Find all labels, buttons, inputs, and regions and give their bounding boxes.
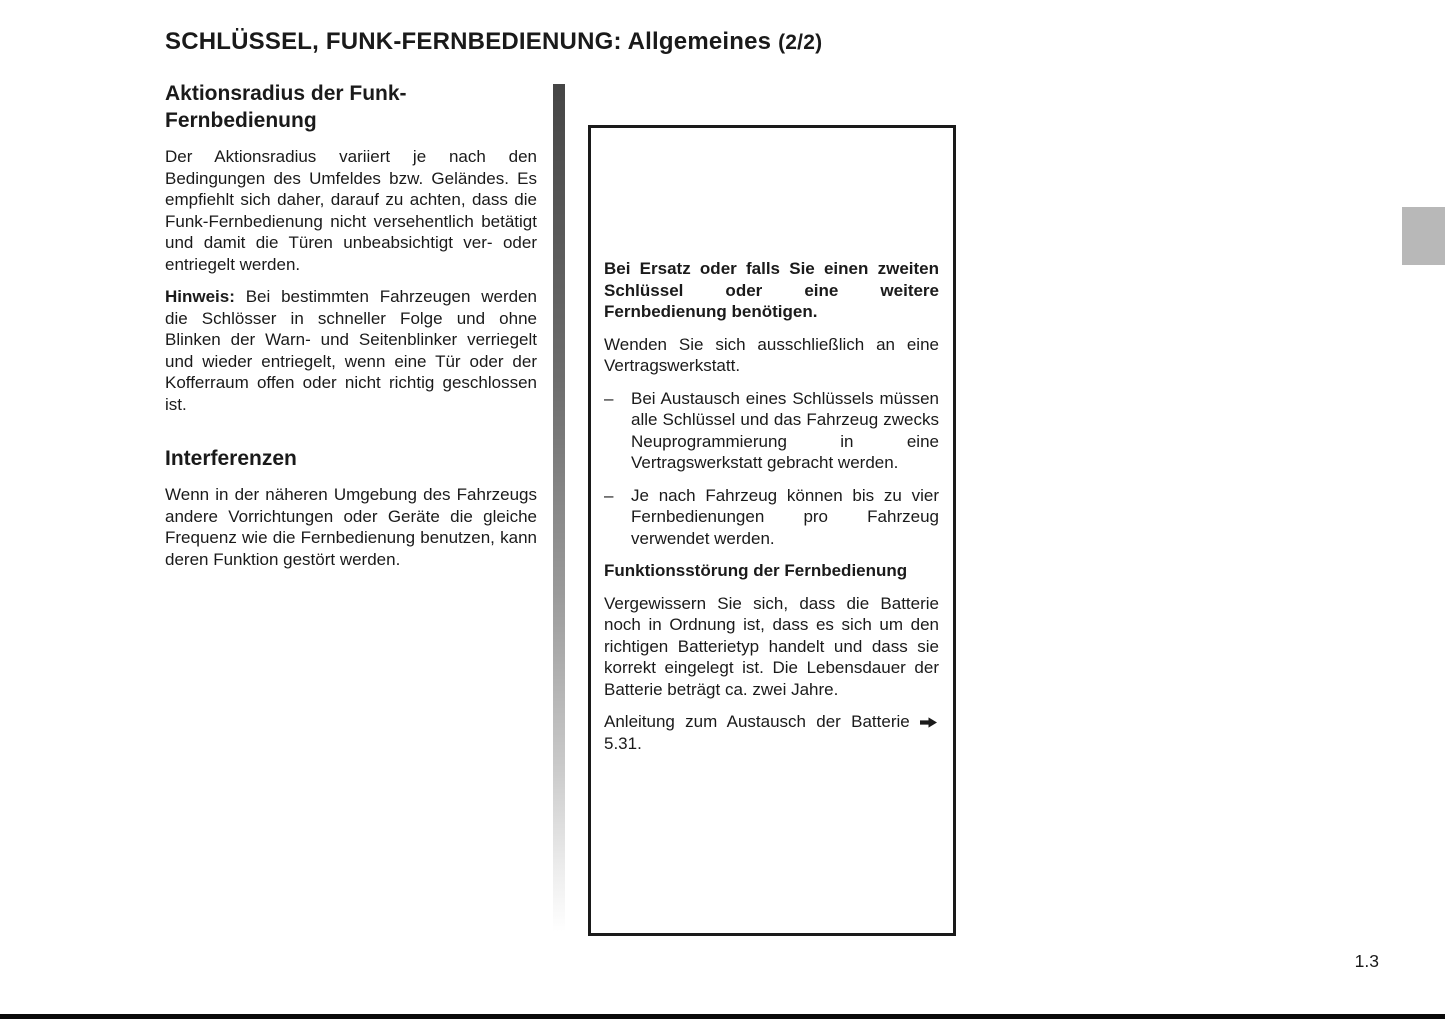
page-title — [165, 28, 822, 56]
bullet-item — [604, 388, 939, 474]
bullet-text-austausch: Bei Austausch eines Schlüssels müssen alle Schlüssel und das Fahrzeug zwecks Neuprogrammierung in eine Vertragswerkstatt gebracht werden. — [631, 388, 939, 472]
column-divider-bar — [553, 84, 565, 932]
paragraph-interferenzen: Wenn in der näheren Umgebung des Fahrzeugs andere Vorrichtungen oder Geräte die gleiche Frequenz wie die Fernbedienung benutzen, kann deren Funktion gestört werden. — [165, 485, 537, 569]
hinweis-label: Hinweis: — [165, 287, 235, 306]
hinweis-text: Bei bestimmten Fahrzeugen werden die Schlösser in schneller Folge und ohne Blinken der Warn- und Seitenblinker verriegelt und wieder entriegelt, wenn eine Tür oder der Kofferraum offen oder nicht richtig geschlossen ist. — [165, 287, 537, 414]
info-box-intro: Bei Ersatz oder falls Sie einen zweiten Schlüssel oder eine weitere Fernbedienung benötigen. — [604, 259, 939, 321]
bullet-dash: – — [604, 388, 614, 408]
page-title-text: SCHLÜSSEL, FUNK-FERNBEDIENUNG: Allgemeines — [165, 28, 772, 55]
paragraph-batterie: Vergewissern Sie sich, dass die Batterie noch in Ordnung ist, dass es sich um den richtigen Batterietyp handelt und dass sie korrekt eingelegt ist. Die Lebensdauer der Batterie beträgt ca. zwei Jahre. — [604, 593, 939, 699]
info-box — [588, 125, 956, 936]
chapter-side-tab — [1402, 207, 1445, 265]
info-box-subheading: Funktionsstörung der Fernbedienung — [604, 561, 908, 580]
bullet-item — [604, 485, 939, 550]
bullet-dash: – — [604, 485, 614, 505]
section-heading-interferenzen: Interferenzen — [165, 447, 297, 470]
left-column — [165, 80, 537, 581]
arrow-right-icon — [920, 717, 937, 728]
paragraph-aktionsradius: Der Aktionsradius variiert je nach den Bedingungen des Umfeldes bzw. Geländes. Es empfiehlt sich daher, darauf zu achten, dass die Funk-Fernbedienung nicht versehentlich betätigt und damit die Türen unbeabsichtigt ver- oder entriegelt werden. — [165, 147, 537, 274]
info-box-content — [591, 128, 953, 754]
page-title-suffix: (2/2) — [778, 31, 823, 54]
reference-text: Anleitung zum Austausch der Batterie — [604, 712, 910, 731]
section-heading-aktionsradius: Aktionsradius der Funk-Fernbedienung — [165, 82, 407, 132]
paragraph-reference — [604, 711, 939, 754]
bullet-text-anzahl: Je nach Fahrzeug können bis zu vier Fernbedienungen pro Fahrzeug verwendet werden. — [631, 485, 939, 548]
reference-target: 5.31. — [604, 733, 642, 753]
page-bottom-edge — [0, 1014, 1445, 1019]
page-number: 1.3 — [1354, 951, 1379, 971]
paragraph-hinweis — [165, 286, 537, 415]
paragraph-vertragswerkstatt: Wenden Sie sich ausschließlich an eine Vertragswerkstatt. — [604, 334, 939, 375]
